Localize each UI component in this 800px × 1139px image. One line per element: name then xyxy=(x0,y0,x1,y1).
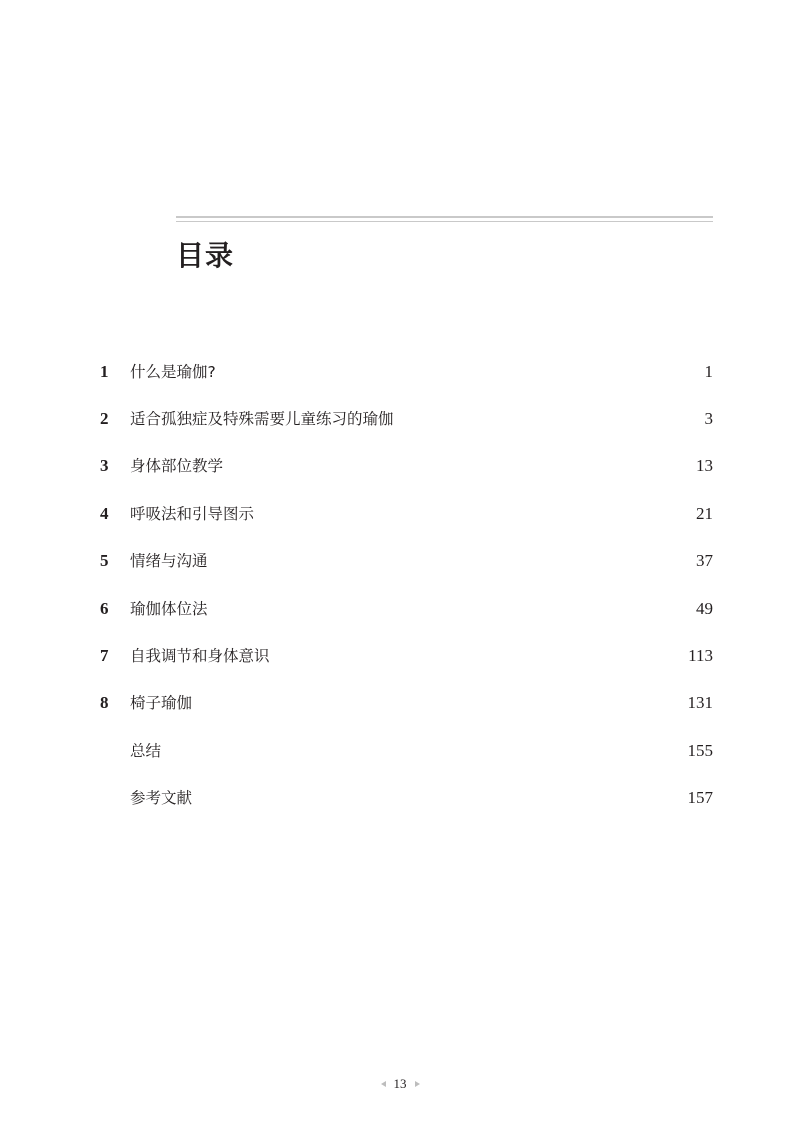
triangle-left-icon xyxy=(381,1081,386,1087)
toc-entry-label: 身体部位教学 xyxy=(130,457,224,476)
toc-entry-label: 呼吸法和引导图示 xyxy=(130,504,255,523)
toc-entry-number: 1 xyxy=(100,361,109,381)
toc-entry[interactable] xyxy=(100,585,713,632)
toc-entry-number: 7 xyxy=(100,646,109,666)
toc-list xyxy=(100,348,713,822)
toc-entry-number: 6 xyxy=(100,598,109,618)
toc-entry-label: 什么是瑜伽? xyxy=(130,362,216,381)
toc-entry[interactable] xyxy=(100,775,713,822)
toc-entry[interactable] xyxy=(100,680,713,727)
toc-entry-label: 自我调节和身体意识 xyxy=(130,647,270,666)
page-footer xyxy=(0,1076,800,1092)
toc-entry[interactable] xyxy=(100,727,713,774)
toc-entry-label: 参考文献 xyxy=(130,789,193,808)
toc-entry-page: 157 xyxy=(687,788,713,808)
toc-entry[interactable] xyxy=(100,538,713,585)
toc-entry-page: 21 xyxy=(696,503,713,523)
toc-entry[interactable] xyxy=(100,395,713,442)
toc-entry-page: 1 xyxy=(704,361,713,381)
toc-entry-label: 椅子瑜伽 xyxy=(130,694,193,713)
toc-entry[interactable] xyxy=(100,348,713,395)
toc-entry[interactable] xyxy=(100,632,713,679)
toc-entry-number: 4 xyxy=(100,503,109,523)
toc-entry-page: 155 xyxy=(687,740,713,760)
toc-entry-label: 总结 xyxy=(130,741,162,760)
toc-entry-page: 113 xyxy=(688,646,713,666)
toc-entry-label: 适合孤独症及特殊需要儿童练习的瑜伽 xyxy=(130,410,394,429)
toc-entry-number: 3 xyxy=(100,456,109,476)
title-rule-thick xyxy=(176,216,713,218)
toc-entry[interactable] xyxy=(100,490,713,537)
toc-entry-page: 37 xyxy=(696,551,713,571)
toc-entry-page: 3 xyxy=(704,409,713,429)
toc-entry-number: 5 xyxy=(100,551,109,571)
toc-entry-page: 131 xyxy=(687,693,713,713)
toc-entry-label: 情绪与沟通 xyxy=(130,552,208,571)
page-title: 目录 xyxy=(176,239,235,272)
page-number: 13 xyxy=(393,1076,407,1091)
toc-entry[interactable] xyxy=(100,443,713,490)
title-rule-thin xyxy=(176,221,713,222)
triangle-right-icon xyxy=(415,1081,420,1087)
toc-entry-label: 瑜伽体位法 xyxy=(130,599,208,618)
toc-entry-number: 2 xyxy=(100,409,109,429)
toc-entry-page: 13 xyxy=(696,456,713,476)
toc-entry-page: 49 xyxy=(696,598,713,618)
toc-entry-number: 8 xyxy=(100,693,109,713)
